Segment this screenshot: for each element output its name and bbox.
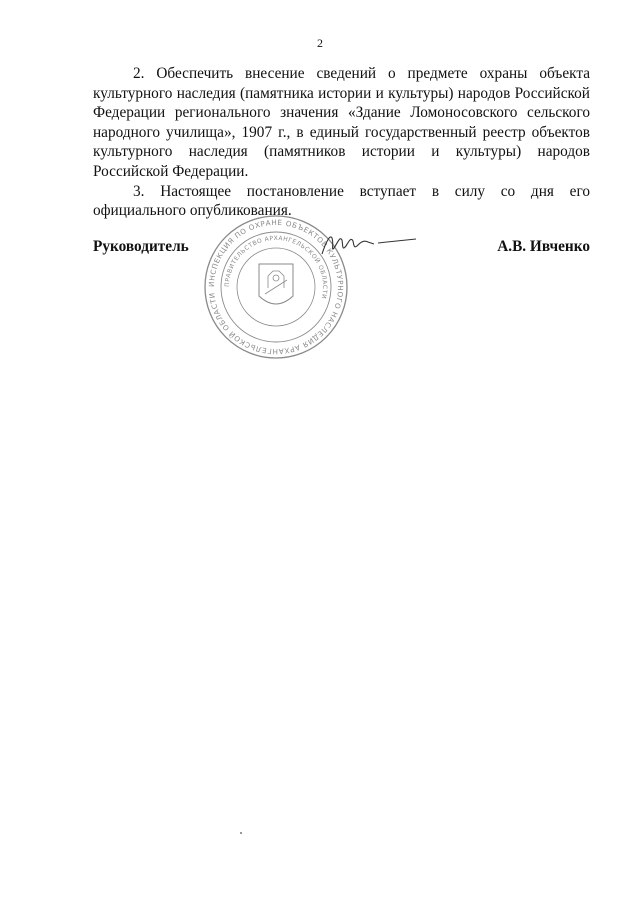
scan-speck	[240, 832, 242, 834]
signature-block	[93, 238, 590, 260]
document-body	[93, 64, 590, 221]
paragraph-2: 2. Обеспечить внесение сведений о предмете охраны объекта культурного наследия (памятника истории и культуры) народов Российской Федерации регионального значения «Здание Ломоносовского сельского народного училища», 1907 г., в единый государственный реестр объектов культурного наследия (памятников истории и культуры) народов Российской Федерации.	[93, 65, 590, 180]
signatory-name: А.В. Ивченко	[497, 238, 590, 255]
coat-of-arms-emblem	[259, 264, 293, 304]
page-number: 2	[317, 36, 323, 50]
seal-outer-text: ИНСПЕКЦИЯ ПО ОХРАНЕ ОБЪЕКТОВ КУЛЬТУРНОГО НАСЛЕДИЯ АРХАНГЕЛЬСКОЙ ОБЛАСТИ	[206, 217, 346, 357]
seal-inner-text: ПРАВИТЕЛЬСТВО АРХАНГЕЛЬСКОЙ ОБЛАСТИ	[223, 234, 329, 300]
signatory-title: Руководитель	[93, 238, 189, 255]
paragraph-3: 3. Настоящее постановление вступает в силу со дня его официального опубликования.	[93, 182, 590, 220]
